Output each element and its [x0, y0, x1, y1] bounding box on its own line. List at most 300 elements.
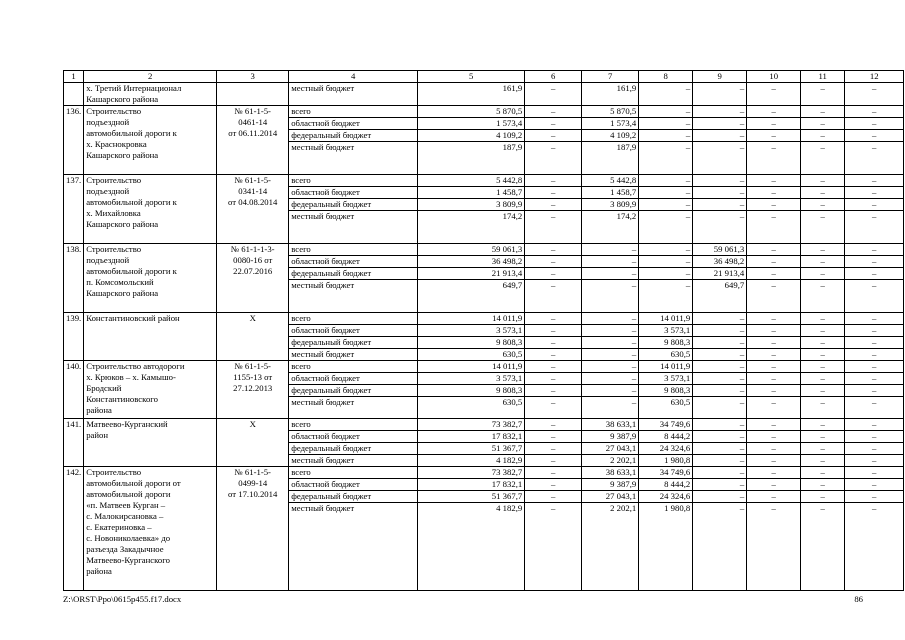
amount-cell: – [639, 199, 693, 211]
amount-cell: – [693, 467, 747, 479]
object-name-line: с. Екатериновка – [86, 522, 152, 532]
table-row [64, 106, 904, 118]
document-line: Х [249, 313, 256, 323]
table-row [64, 83, 904, 106]
funding-source-cell: областной бюджет [289, 373, 418, 385]
amount-cell: – [801, 397, 845, 419]
amount-cell: – [801, 385, 845, 397]
amount-cell: 21 913,4 [418, 268, 525, 280]
amount-cell: 174,2 [418, 211, 525, 244]
amount-cell: – [747, 187, 801, 199]
document-line: 1155-13 от [233, 372, 273, 382]
amount-cell: – [639, 130, 693, 142]
amount-cell: – [747, 503, 801, 591]
amount-cell: – [801, 244, 845, 256]
amount-cell: – [845, 467, 904, 479]
amount-cell: 187,9 [418, 142, 525, 175]
amount-cell: – [747, 479, 801, 491]
table-row [64, 467, 904, 479]
row-number [64, 83, 84, 106]
header-cell: 12 [845, 71, 904, 83]
amount-cell: – [582, 280, 639, 313]
amount-cell: – [747, 337, 801, 349]
amount-cell: 27 043,1 [582, 491, 639, 503]
amount-cell: – [693, 385, 747, 397]
object-name-cell [84, 419, 217, 467]
amount-cell: 174,2 [582, 211, 639, 244]
amount-cell: 5 870,5 [582, 106, 639, 118]
amount-cell: – [693, 443, 747, 455]
header-cell: 10 [747, 71, 801, 83]
amount-cell: – [639, 118, 693, 130]
object-name-line: с. Малокирсановка – [86, 511, 164, 521]
amount-cell: – [525, 467, 582, 479]
amount-cell: – [801, 337, 845, 349]
funding-source-cell: местный бюджет [289, 455, 418, 467]
amount-cell: – [845, 491, 904, 503]
amount-cell: – [845, 313, 904, 325]
amount-cell: 2 202,1 [582, 455, 639, 467]
object-name-line: района [86, 405, 112, 415]
object-name-line: Константиновский район [86, 313, 180, 323]
amount-cell: 34 749,6 [639, 419, 693, 431]
amount-cell: 73 382,7 [418, 419, 525, 431]
amount-cell: – [525, 503, 582, 591]
document-line: № 61-1-5- [234, 467, 271, 477]
header-cell: 2 [84, 71, 217, 83]
amount-cell: 8 444,2 [639, 431, 693, 443]
amount-cell: 9 387,9 [582, 479, 639, 491]
object-name-cell [84, 313, 217, 361]
funding-source-cell: всего [289, 361, 418, 373]
amount-cell: 9 808,3 [418, 385, 525, 397]
amount-cell: – [693, 349, 747, 361]
amount-cell: – [693, 397, 747, 419]
amount-cell: – [525, 385, 582, 397]
table-row [64, 419, 904, 431]
amount-cell: – [693, 491, 747, 503]
amount-cell: – [525, 349, 582, 361]
object-name-line: х. Михайловка [86, 208, 141, 218]
amount-cell: – [582, 268, 639, 280]
document-line: от 04.08.2014 [228, 197, 278, 207]
amount-cell: – [525, 187, 582, 199]
amount-cell: – [845, 106, 904, 118]
amount-cell: – [801, 455, 845, 467]
amount-cell: 4 109,2 [418, 130, 525, 142]
amount-cell: 24 324,6 [639, 491, 693, 503]
amount-cell: – [693, 106, 747, 118]
amount-cell: 5 442,8 [582, 175, 639, 187]
amount-cell: – [525, 280, 582, 313]
amount-cell: – [525, 244, 582, 256]
amount-cell: – [845, 268, 904, 280]
document-cell [217, 83, 289, 106]
amount-cell: – [747, 325, 801, 337]
funding-source-cell: местный бюджет [289, 211, 418, 244]
amount-cell: – [801, 211, 845, 244]
row-number: 141. [64, 419, 84, 467]
amount-cell: 14 011,9 [639, 313, 693, 325]
amount-cell: – [693, 479, 747, 491]
amount-cell: 2 202,1 [582, 503, 639, 591]
amount-cell: 3 809,9 [418, 199, 525, 211]
header-cell: 6 [525, 71, 582, 83]
amount-cell: – [801, 361, 845, 373]
amount-cell: – [582, 373, 639, 385]
amount-cell: – [747, 244, 801, 256]
object-name-cell [84, 244, 217, 313]
amount-cell: – [525, 130, 582, 142]
header-cell: 4 [289, 71, 418, 83]
document-line: Х [249, 419, 256, 429]
document-cell [217, 313, 289, 361]
amount-cell: – [845, 361, 904, 373]
amount-cell: – [845, 256, 904, 268]
funding-source-cell: всего [289, 313, 418, 325]
budget-table [63, 70, 904, 591]
amount-cell: 38 633,1 [582, 419, 639, 431]
amount-cell: – [845, 373, 904, 385]
document-cell [217, 419, 289, 467]
amount-cell: 1 458,7 [418, 187, 525, 199]
amount-cell: – [845, 187, 904, 199]
object-name-line: Строительство [86, 244, 142, 254]
amount-cell: – [693, 142, 747, 175]
amount-cell: 3 573,1 [639, 325, 693, 337]
amount-cell: – [693, 337, 747, 349]
amount-cell: 14 011,9 [418, 361, 525, 373]
amount-cell: 3 573,1 [418, 325, 525, 337]
amount-cell: – [525, 479, 582, 491]
amount-cell: 1 573,4 [582, 118, 639, 130]
funding-source-cell: федеральный бюджет [289, 268, 418, 280]
amount-cell: 630,5 [639, 349, 693, 361]
amount-cell: – [525, 419, 582, 431]
amount-cell: – [525, 455, 582, 467]
amount-cell: – [582, 337, 639, 349]
amount-cell: – [582, 349, 639, 361]
amount-cell: – [801, 349, 845, 361]
amount-cell: 1 458,7 [582, 187, 639, 199]
amount-cell: – [525, 83, 582, 106]
funding-source-cell: всего [289, 106, 418, 118]
object-name-cell [84, 106, 217, 175]
amount-cell: – [693, 211, 747, 244]
amount-cell: – [747, 419, 801, 431]
amount-cell: – [747, 349, 801, 361]
amount-cell: – [801, 443, 845, 455]
amount-cell: 187,9 [582, 142, 639, 175]
amount-cell: – [801, 199, 845, 211]
object-name-line: Кашарского района [86, 94, 159, 104]
amount-cell: 630,5 [639, 397, 693, 419]
object-name-line: автомобильной дороги к [86, 197, 177, 207]
funding-source-cell: областной бюджет [289, 187, 418, 199]
amount-cell: – [801, 175, 845, 187]
document-cell [217, 361, 289, 419]
amount-cell: 5 442,8 [418, 175, 525, 187]
amount-cell: – [582, 361, 639, 373]
funding-source-cell: местный бюджет [289, 83, 418, 106]
row-number: 140. [64, 361, 84, 419]
amount-cell: 9 387,9 [582, 431, 639, 443]
amount-cell: – [693, 313, 747, 325]
amount-cell: – [845, 142, 904, 175]
amount-cell: – [639, 83, 693, 106]
amount-cell: 8 444,2 [639, 479, 693, 491]
amount-cell: – [693, 187, 747, 199]
amount-cell: – [845, 455, 904, 467]
header-row [64, 71, 904, 83]
amount-cell: 14 011,9 [418, 313, 525, 325]
amount-cell: – [801, 419, 845, 431]
amount-cell: – [747, 130, 801, 142]
object-name-line: район [86, 430, 109, 440]
amount-cell: – [525, 313, 582, 325]
funding-source-cell: местный бюджет [289, 349, 418, 361]
amount-cell: 9 808,3 [639, 385, 693, 397]
object-name-line: подъездной [86, 255, 130, 265]
amount-cell: – [582, 256, 639, 268]
amount-cell: – [525, 175, 582, 187]
object-name-cell [84, 467, 217, 591]
amount-cell: 630,5 [418, 349, 525, 361]
document-line: № 61-1-5- [234, 361, 271, 371]
amount-cell: – [845, 118, 904, 130]
amount-cell: – [639, 244, 693, 256]
document-line: 0080-16 от [233, 255, 273, 265]
amount-cell: 649,7 [418, 280, 525, 313]
amount-cell: – [693, 455, 747, 467]
object-name-line: Кашарского района [86, 219, 159, 229]
amount-cell: – [747, 443, 801, 455]
table-row [64, 175, 904, 187]
amount-cell: – [747, 211, 801, 244]
amount-cell: 17 832,1 [418, 431, 525, 443]
document-line: № 61-1-5- [234, 106, 271, 116]
amount-cell: – [639, 280, 693, 313]
amount-cell: 649,7 [693, 280, 747, 313]
amount-cell: – [845, 175, 904, 187]
funding-source-cell: областной бюджет [289, 479, 418, 491]
amount-cell: – [747, 268, 801, 280]
amount-cell: – [639, 256, 693, 268]
object-name-cell [84, 175, 217, 244]
amount-cell: 1 980,8 [639, 503, 693, 591]
amount-cell: – [801, 106, 845, 118]
funding-source-cell: местный бюджет [289, 397, 418, 419]
amount-cell: – [693, 431, 747, 443]
object-name-line: автомобильной дороги к [86, 128, 177, 138]
funding-source-cell: областной бюджет [289, 325, 418, 337]
amount-cell: – [845, 431, 904, 443]
amount-cell: – [747, 83, 801, 106]
amount-cell: – [801, 130, 845, 142]
header-cell: 9 [693, 71, 747, 83]
object-name-cell [84, 361, 217, 419]
amount-cell: – [639, 268, 693, 280]
amount-cell: – [801, 503, 845, 591]
funding-source-cell: местный бюджет [289, 142, 418, 175]
header-cell: 7 [582, 71, 639, 83]
object-name-line: Константиновского [86, 394, 158, 404]
amount-cell: – [845, 325, 904, 337]
amount-cell: – [845, 280, 904, 313]
amount-cell: – [693, 83, 747, 106]
amount-cell: 51 367,7 [418, 443, 525, 455]
object-name-line: Кашарского района [86, 288, 159, 298]
funding-source-cell: федеральный бюджет [289, 199, 418, 211]
row-number: 138. [64, 244, 84, 313]
document-line: 22.07.2016 [233, 266, 273, 276]
object-name-line: Матвеево-Курганского [86, 555, 170, 565]
amount-cell: – [525, 373, 582, 385]
object-name-line: Строительство автодороги [86, 361, 185, 371]
amount-cell: – [801, 325, 845, 337]
document-line: № 61-1-1-3- [230, 244, 275, 254]
document-cell [217, 244, 289, 313]
funding-source-cell: федеральный бюджет [289, 443, 418, 455]
amount-cell: 36 498,2 [418, 256, 525, 268]
amount-cell: – [801, 83, 845, 106]
object-name-line: Строительство [86, 467, 142, 477]
amount-cell: 3 573,1 [639, 373, 693, 385]
amount-cell: 4 182,9 [418, 455, 525, 467]
amount-cell: – [525, 118, 582, 130]
document-line: 0461-14 [238, 117, 268, 127]
amount-cell: – [801, 373, 845, 385]
funding-source-cell: областной бюджет [289, 256, 418, 268]
amount-cell: 24 324,6 [639, 443, 693, 455]
funding-source-cell: всего [289, 244, 418, 256]
amount-cell: – [693, 175, 747, 187]
amount-cell: – [845, 337, 904, 349]
amount-cell: 3 809,9 [582, 199, 639, 211]
amount-cell: – [747, 397, 801, 419]
document-line: 27.12.2013 [233, 383, 273, 393]
amount-cell: – [845, 199, 904, 211]
funding-source-cell: всего [289, 175, 418, 187]
page-number: 86 [854, 594, 863, 604]
funding-source-cell: федеральный бюджет [289, 337, 418, 349]
amount-cell: – [639, 175, 693, 187]
amount-cell: – [693, 373, 747, 385]
document-cell [217, 175, 289, 244]
funding-source-cell: федеральный бюджет [289, 385, 418, 397]
object-name-cell [84, 83, 217, 106]
amount-cell: – [525, 491, 582, 503]
object-name-line: х. Крюков – х. Камышо- [86, 372, 176, 382]
amount-cell: 3 573,1 [418, 373, 525, 385]
amount-cell: – [801, 142, 845, 175]
file-path: Z:\ORST\Ppo\0615p455.f17.docx [63, 594, 182, 604]
amount-cell: – [693, 118, 747, 130]
amount-cell: 73 382,7 [418, 467, 525, 479]
amount-cell: – [525, 211, 582, 244]
amount-cell: – [845, 503, 904, 591]
amount-cell: 5 870,5 [418, 106, 525, 118]
amount-cell: – [801, 187, 845, 199]
amount-cell: – [693, 199, 747, 211]
amount-cell: – [525, 337, 582, 349]
amount-cell: – [845, 419, 904, 431]
amount-cell: – [525, 431, 582, 443]
funding-source-cell: федеральный бюджет [289, 130, 418, 142]
header-cell: 1 [64, 71, 84, 83]
amount-cell: – [747, 142, 801, 175]
amount-cell: – [747, 118, 801, 130]
amount-cell: – [747, 175, 801, 187]
funding-source-cell: местный бюджет [289, 280, 418, 313]
object-name-line: Кашарского района [86, 150, 159, 160]
amount-cell: – [747, 106, 801, 118]
row-number: 136. [64, 106, 84, 175]
amount-cell: – [801, 431, 845, 443]
object-name-line: Матвеево-Курганский [86, 419, 168, 429]
amount-cell: – [801, 118, 845, 130]
amount-cell: – [525, 199, 582, 211]
header-cell: 5 [418, 71, 525, 83]
amount-cell: – [525, 361, 582, 373]
funding-source-cell: федеральный бюджет [289, 491, 418, 503]
amount-cell: – [747, 467, 801, 479]
amount-cell: – [801, 268, 845, 280]
header-cell: 8 [639, 71, 693, 83]
amount-cell: – [582, 397, 639, 419]
document-cell [217, 106, 289, 175]
object-name-line: автомобильной дороги [86, 489, 171, 499]
amount-cell: – [845, 385, 904, 397]
amount-cell: – [639, 211, 693, 244]
amount-cell: – [845, 130, 904, 142]
amount-cell: – [525, 325, 582, 337]
amount-cell: – [693, 325, 747, 337]
object-name-line: «п. Матвеев Курган – [86, 500, 166, 510]
table-row [64, 361, 904, 373]
amount-cell: – [801, 313, 845, 325]
object-name-line: х. Третий Интернационал [86, 83, 182, 93]
amount-cell: – [845, 443, 904, 455]
amount-cell: – [525, 268, 582, 280]
amount-cell: – [582, 244, 639, 256]
header-cell: 3 [217, 71, 289, 83]
object-name-line: п. Комсомольский [86, 277, 154, 287]
amount-cell: – [747, 373, 801, 385]
funding-source-cell: всего [289, 467, 418, 479]
document-line: 0499-14 [238, 478, 268, 488]
object-name-line: автомобильной дороги от [86, 478, 181, 488]
amount-cell: – [525, 106, 582, 118]
amount-cell: 1 980,8 [639, 455, 693, 467]
amount-cell: 4 182,9 [418, 503, 525, 591]
table-row [64, 244, 904, 256]
amount-cell: – [747, 280, 801, 313]
amount-cell: – [747, 313, 801, 325]
amount-cell: – [801, 479, 845, 491]
amount-cell: – [747, 361, 801, 373]
amount-cell: 27 043,1 [582, 443, 639, 455]
amount-cell: – [693, 503, 747, 591]
object-name-line: с. Новониколаевка» до [86, 533, 171, 543]
amount-cell: – [582, 313, 639, 325]
object-name-line: района [86, 566, 112, 576]
amount-cell: – [525, 443, 582, 455]
object-name-line: автомобильной дороги к [86, 266, 177, 276]
amount-cell: – [693, 130, 747, 142]
amount-cell: 38 633,1 [582, 467, 639, 479]
object-name-line: Строительство [86, 175, 142, 185]
